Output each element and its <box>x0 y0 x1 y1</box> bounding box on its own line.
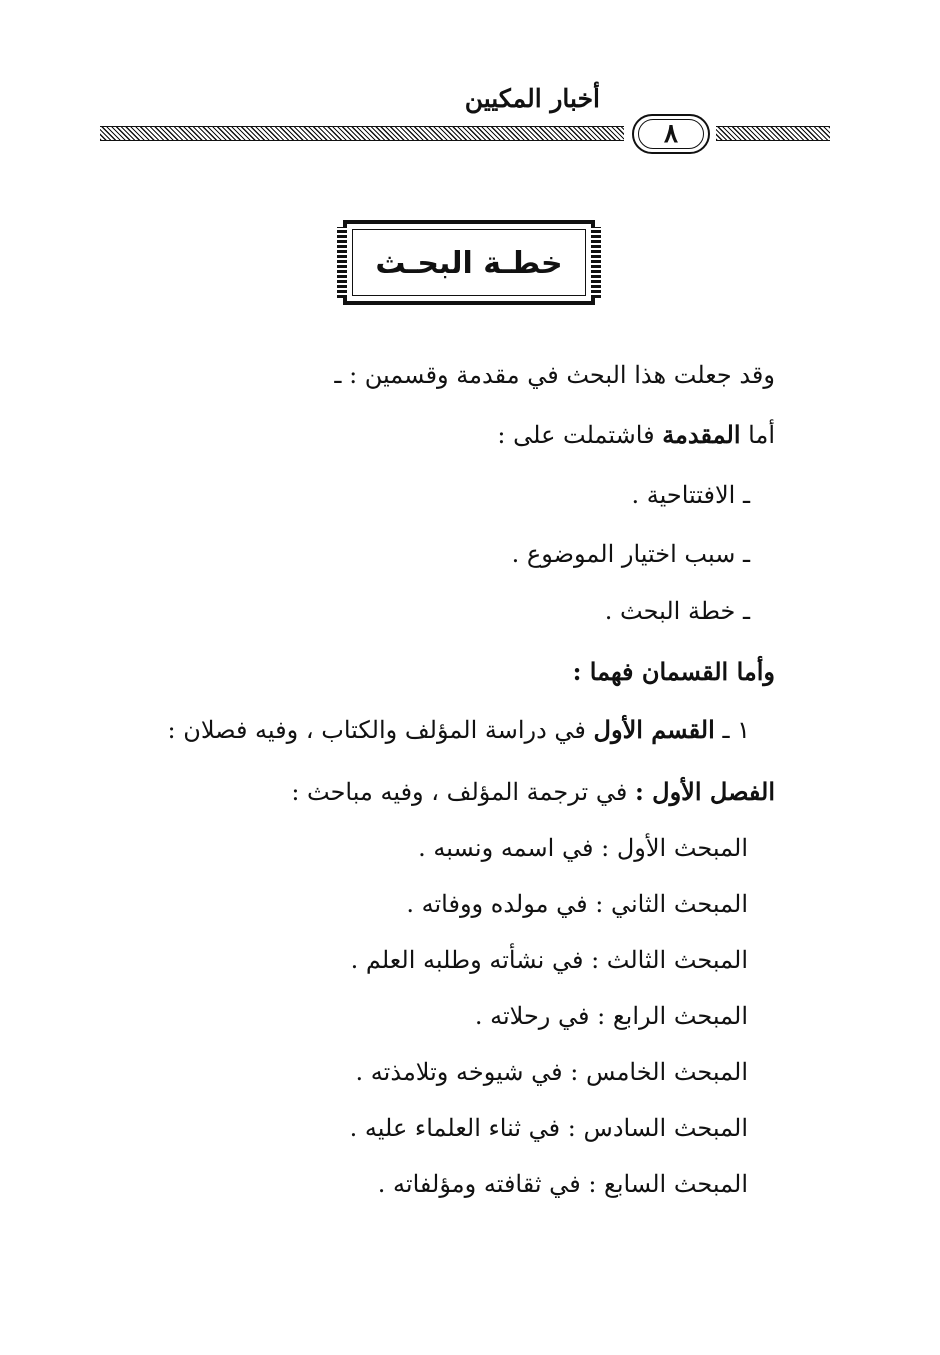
mabhath-line <box>350 1114 748 1143</box>
section-title-frame <box>343 220 595 305</box>
mabhath-label: المبحث الثاني <box>610 890 748 918</box>
mabhath-sep: : <box>567 1114 576 1142</box>
mabhath-label: المبحث الخامس <box>585 1058 748 1086</box>
page-number-badge <box>632 114 710 154</box>
mabhath-label: المبحث السادس <box>583 1114 748 1142</box>
muqaddima-item: ـ خطة البحث . <box>604 597 750 625</box>
mabhath-text: في نشأته وطلبه العلم . <box>350 946 584 974</box>
first-chapter-title: الفصل الأول : <box>634 777 775 806</box>
mabhath-text: في رحلاته . <box>474 1002 590 1030</box>
mabhath-label: المبحث الأول <box>616 834 748 862</box>
header-rule-left <box>100 126 624 141</box>
first-chapter-text: في ترجمة المؤلف ، وفيه مباحث : <box>291 778 628 806</box>
mabhath-text: في مولده ووفاته . <box>406 890 588 918</box>
section-title: خطـة البحـث <box>375 246 563 281</box>
qismain-heading: وأما القسمان فهما : <box>572 657 775 686</box>
mabhath-label: المبحث الرابع <box>612 1002 748 1030</box>
mabhath-line <box>378 1170 748 1199</box>
mabhath-line <box>356 1058 748 1087</box>
header-rule-right <box>716 126 830 141</box>
muqaddima-term: المقدمة <box>662 420 741 449</box>
mabhath-text: في شيوخه وتلامذته . <box>355 1058 563 1086</box>
mabhath-line <box>418 834 748 863</box>
mabhath-sep: : <box>570 1058 579 1086</box>
intro-paragraph: وقد جعلت هذا البحث في مقدمة وقسمين : ـ <box>334 361 775 389</box>
frame-ornament-left <box>337 227 347 298</box>
running-header-title: أخبار المكيين <box>464 84 600 113</box>
mabhath-sep: : <box>601 834 610 862</box>
first-part-text: في دراسة المؤلف والكتاب ، وفيه فصلان : <box>167 716 586 744</box>
mabhath-text: في ثناء العلماء عليه . <box>349 1114 561 1142</box>
first-part-title: القسم الأول <box>593 715 715 744</box>
mabhath-text: في ثقافته ومؤلفاته . <box>377 1170 581 1198</box>
mabhath-sep: : <box>588 1170 597 1198</box>
mabhath-line <box>406 890 748 919</box>
mabhath-line <box>351 946 748 975</box>
first-chapter-line <box>291 778 775 807</box>
mabhath-line <box>475 1002 748 1031</box>
muqaddima-item: ـ الافتتاحية . <box>631 481 750 509</box>
mabhath-label: المبحث السابع <box>604 1170 748 1198</box>
mabhath-label: المبحث الثالث <box>606 946 748 974</box>
first-part-line <box>167 716 750 745</box>
mabhath-sep: : <box>595 890 604 918</box>
mabhath-sep: : <box>591 946 600 974</box>
muqaddima-line <box>497 421 775 450</box>
first-part-number: ١ ـ <box>722 716 750 744</box>
frame-ornament-right <box>591 227 601 298</box>
muqaddima-suffix: فاشتملت على : <box>497 421 655 449</box>
page-number: ٨ <box>664 119 678 149</box>
muqaddima-prefix: أما <box>748 421 775 449</box>
mabhath-text: في اسمه ونسبه . <box>418 834 594 862</box>
mabhath-sep: : <box>597 1002 606 1030</box>
muqaddima-item: ـ سبب اختيار الموضوع . <box>511 540 750 568</box>
